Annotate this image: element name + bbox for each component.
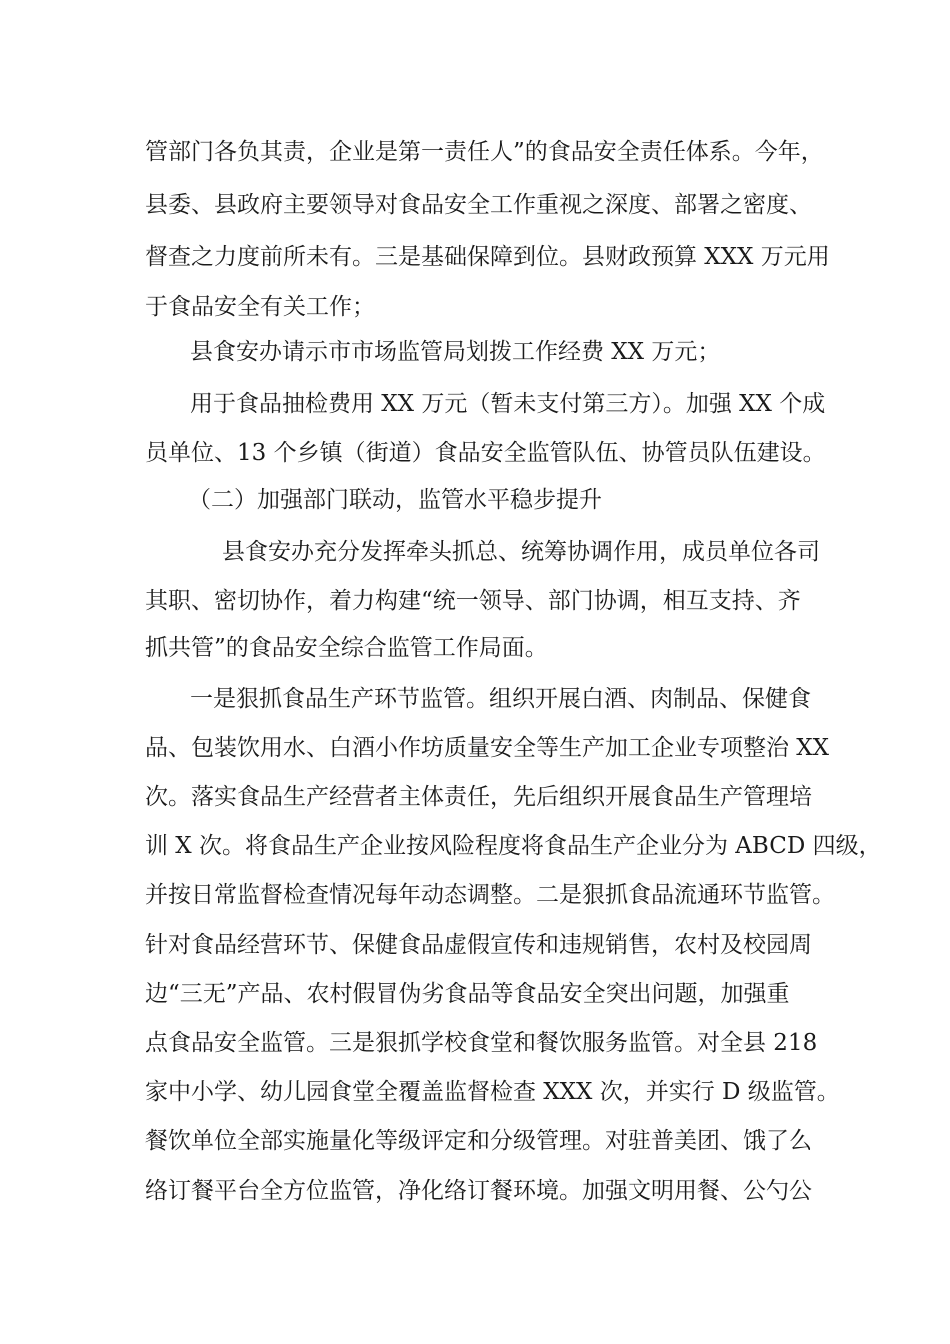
text-line: 络订餐平台全方位监管，净化络订餐环境。加强文明用餐、公勺公 [145,1178,812,1204]
section-heading: （二）加强部门联动，监管水平稳步提升 [188,487,602,513]
text-line: 并按日常监督检查情况每年动态调整。二是狠抓食品流通环节监管。 [145,882,835,908]
text-line: 一是狠抓食品生产环节监管。组织开展白酒、肉制品、保健食 [190,686,811,712]
text-line: 员单位、13 个乡镇（街道）食品安全监管队伍、协管员队伍建设。 [145,440,826,466]
text-line: 边“三无”产品、农村假冒伪劣食品等食品安全突出问题，加强重 [145,981,790,1007]
text-line: 县委、县政府主要领导对食品安全工作重视之深度、部署之密度、 [145,192,812,218]
text-line: 抓共管”的食品安全综合监管工作局面。 [145,635,548,661]
text-line: 品、包装饮用水、白酒小作坊质量安全等生产加工企业专项整治 XX [145,735,830,761]
text-line: 训 X 次。将食品生产企业按风险程度将食品生产企业分为 ABCD 四级， [145,833,882,859]
text-line: 点食品安全监管。三是狠抓学校食堂和餐饮服务监管。对全县 218 [145,1030,818,1056]
text-line: 县食安办请示市市场监管局划拨工作经费 XX 万元； [190,339,721,365]
text-line: 管部门各负其责，企业是第一责任人”的食品安全责任体系。今年， [145,139,824,165]
text-line: 于食品安全有关工作； [145,294,375,320]
text-line: 督查之力度前所未有。三是基础保障到位。县财政预算 XXX 万元用 [145,244,830,270]
text-line: 次。落实食品生产经营者主体责任，先后组织开展食品生产管理培 [145,784,812,810]
text-line: 用于食品抽检费用 XX 万元（暂未支付第三方）。加强 XX 个成 [190,391,826,417]
text-line: 针对食品经营环节、保健食品虚假宣传和违规销售，农村及校园周 [145,932,812,958]
text-line: 家中小学、幼儿园食堂全覆盖监督检查 XXX 次，并实行 D 级监管。 [145,1079,840,1105]
text-line: 其职、密切协作，着力构建“统一领导、部门协调，相互支持、齐 [145,588,801,614]
text-line: 餐饮单位全部实施量化等级评定和分级管理。对驻普美团、饿了么 [145,1128,812,1154]
text-line: 县食安办充分发挥牵头抓总、统筹协调作用，成员单位各司 [222,539,820,565]
